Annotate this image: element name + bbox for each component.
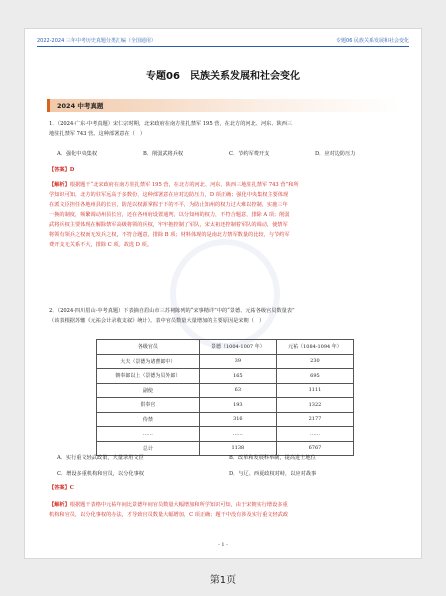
q2-option-d: D．与辽、西夏政权对峙，以应对战事 bbox=[229, 471, 317, 477]
table-cell: …… bbox=[199, 427, 276, 442]
watermark-seal-icon bbox=[170, 239, 280, 349]
q1-analysis-line-7: 费开支无关系不大，排除 C 项。故选 D 项。 bbox=[49, 242, 152, 248]
q2-option-c: C．增设多重机构和官员，以分化事权 bbox=[57, 471, 144, 477]
q2-analysis-line-2: 机构和官员，以分化事权的办法，才导致官员数量大幅增加，C 项正确；题干中没有涉及实行重文轻武政 bbox=[49, 512, 289, 518]
q1-stem-line-1: 1．（2024·广东·中考真题）宋仁宗时期，北宋政府在南方驻扎禁军 195 营，在北方的河北、河东、陕西三 bbox=[49, 121, 293, 127]
table-cell: 695 bbox=[276, 369, 353, 384]
table-cell: 供奉官 bbox=[97, 398, 200, 413]
q1-analysis-line-4: 一换的制度，频繁调动州县长官，还在各州府设置通判，以分知州的权力，不符合题意，排除 A 项；削弱 bbox=[49, 212, 290, 218]
q2-option-a: A．实行重文轻武政策，大量录用文臣 bbox=[57, 455, 144, 461]
q1-answer bbox=[49, 166, 401, 176]
table-header-row bbox=[97, 340, 354, 355]
q1-option-c: C．节约军费开支 bbox=[229, 151, 270, 157]
q1-options bbox=[57, 150, 401, 157]
header-left: 2022-2024 三年中考历史真题分类汇编（全国通用） bbox=[37, 38, 156, 44]
q1-answer-value: D bbox=[69, 167, 75, 173]
q1-analysis-text: 根据题干“北宋政府在南方驻扎禁军 195 营，在北方的河北、河东、陕西三地驻扎禁军 743 营”和所 bbox=[69, 182, 299, 188]
table-cell: 230 bbox=[276, 354, 353, 369]
table-row bbox=[97, 412, 354, 427]
table-row bbox=[97, 398, 354, 413]
table-cell: 2177 bbox=[276, 412, 353, 427]
q1-analysis-line-5: 武将兵权主要体现在解除禁军高级将领的兵权，牢牢抱控制了军队，宋太祖还控制着军队的调动，使禁军 bbox=[49, 222, 288, 228]
table-cell: 朝奉郎以上（景德为员外郎） bbox=[97, 369, 200, 384]
table-header-cell: 各级官员 bbox=[97, 340, 200, 355]
table-cell: 193 bbox=[199, 398, 276, 413]
table-cell: 大夫（景德为诸曹郎中） bbox=[97, 354, 200, 369]
q1-analysis-label: 【解析】 bbox=[49, 182, 70, 188]
table-header-cell: 景德（1004-1007 年） bbox=[199, 340, 276, 355]
section-accent-bar bbox=[47, 99, 50, 112]
q1-analysis-line-3: 在派文臣担任各地州县的长官，防范以权源掌握于下的不平，为防止知州的权力过大难以控制，实施三年 bbox=[49, 202, 288, 208]
q1-stem-line-2: 地驻扎禁军 743 营。这种部署意在（ ） bbox=[49, 131, 146, 137]
q1-analysis-line-2: 学知识可知，北方的驻军远高于多数份，这种部署意在应对边防压力，D 项正确；强化中央集权主要体现 bbox=[49, 192, 289, 198]
page-title: 专题06 民族关系发展和社会变化 bbox=[146, 71, 300, 82]
table-cell: 1322 bbox=[276, 398, 353, 413]
table-row bbox=[97, 354, 354, 369]
page-caption: 第1页 bbox=[209, 575, 237, 586]
document-page bbox=[24, 28, 422, 559]
page-number: - 1 - bbox=[218, 542, 228, 548]
header-divider bbox=[37, 46, 409, 47]
q1-analysis-line-1 bbox=[49, 181, 401, 191]
q2-answer-value: C bbox=[69, 485, 74, 491]
table-cell: …… bbox=[97, 427, 200, 442]
q2-option-b: B．改革和发展科举制，提高进士地位 bbox=[229, 455, 316, 461]
table-cell: 63 bbox=[199, 383, 276, 398]
header-right: 专题06 民族关系发展和社会变化 bbox=[336, 38, 409, 44]
q1-option-d: D．应对边防压力 bbox=[315, 151, 356, 157]
table-header-cell: 元祐（1084-1094 年） bbox=[276, 340, 353, 355]
section-heading bbox=[47, 99, 399, 112]
table-cell: 165 bbox=[199, 369, 276, 384]
table-cell: 6767 bbox=[276, 441, 353, 456]
table-cell: 总计 bbox=[97, 441, 200, 456]
officials-table bbox=[96, 339, 354, 456]
q2-analysis-text: 根据题干表格中元祐年间比景德年间官员数量大幅增加和所学知识可知，由于宋朝实行增设多重 bbox=[69, 502, 288, 508]
table-cell: 316 bbox=[199, 412, 276, 427]
q1-analysis-line-6: 将领有领兵之权而无发兵之权，不符合题意，排除 B 项；材料体现的是南北方禁军数量的比较，与节约军 bbox=[49, 232, 290, 238]
q2-stem-line-2: （该表根据苏辙《元祐会计录收支叙》统计）。表中官员数量大量增加的主要原因是宋朝（ ） bbox=[49, 318, 265, 324]
table-cell: 1138 bbox=[199, 441, 276, 456]
table-cell: 侍禁 bbox=[97, 412, 200, 427]
table-cell: 39 bbox=[199, 354, 276, 369]
table-cell: 副使 bbox=[97, 383, 200, 398]
q1-option-a: A．强化中央集权 bbox=[57, 151, 98, 157]
q2-answer-label: 【答案】 bbox=[49, 485, 70, 491]
q2-stem-line-1: 2．（2024·四川眉山·中考真题）下表摘自眉山市三苏祠陈列的“宋事精详”中的“景德、元祐各级官员数量表” bbox=[49, 308, 295, 314]
table-row bbox=[97, 383, 354, 398]
q2-options-row-2 bbox=[57, 470, 401, 477]
q2-analysis-line-1 bbox=[49, 501, 401, 511]
table-row bbox=[97, 427, 354, 442]
q1-option-b: B．削弱武将兵权 bbox=[143, 151, 184, 157]
q2-answer bbox=[49, 484, 401, 494]
table-row bbox=[97, 369, 354, 384]
table-cell: 1111 bbox=[276, 383, 353, 398]
section-title: 2024 中考真题 bbox=[57, 102, 104, 110]
q1-answer-label: 【答案】 bbox=[49, 167, 70, 173]
table-cell: …… bbox=[276, 427, 353, 442]
q2-analysis-label: 【解析】 bbox=[49, 502, 70, 508]
q2-options-row-1 bbox=[57, 454, 401, 461]
